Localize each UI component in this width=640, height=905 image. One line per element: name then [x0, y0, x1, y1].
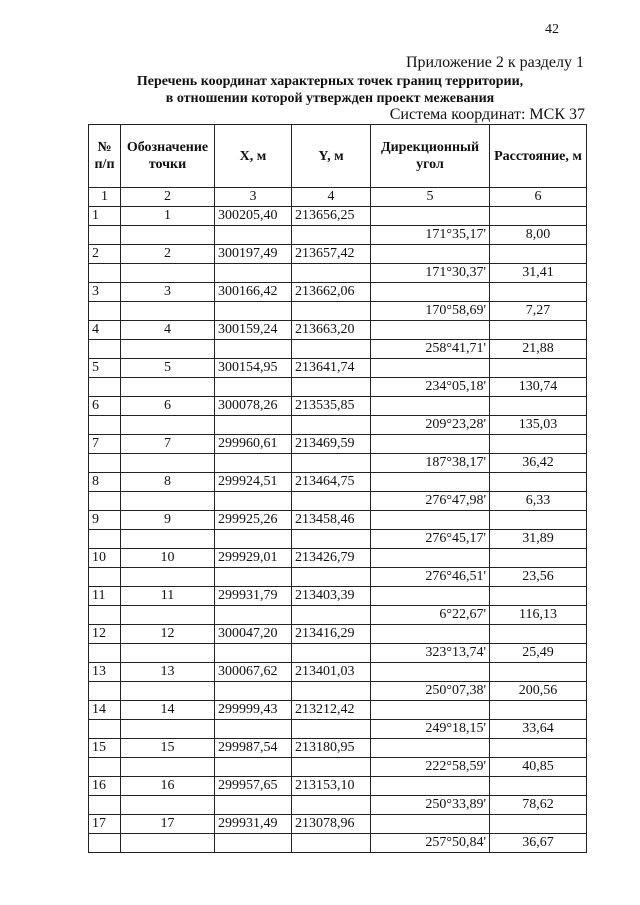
direction-angle-cell: 323°13,74': [371, 644, 490, 663]
coordinates-table: [88, 124, 587, 853]
distance-cell: 36,67: [490, 834, 587, 853]
table-row: [89, 226, 587, 245]
point-name-cell: 5: [121, 359, 215, 378]
row-number-cell: [89, 834, 121, 853]
point-name-cell: [121, 416, 215, 435]
point-name-cell: 14: [121, 701, 215, 720]
distance-cell: 33,64: [490, 720, 587, 739]
row-number-cell: [89, 340, 121, 359]
direction-angle-cell: [371, 663, 490, 682]
table-body: [89, 207, 587, 853]
x-coordinate-cell: [215, 416, 292, 435]
y-coordinate-cell: 213180,95: [292, 739, 371, 758]
point-name-cell: [121, 530, 215, 549]
row-number-cell: 9: [89, 511, 121, 530]
distance-cell: 7,27: [490, 302, 587, 321]
row-number-cell: 8: [89, 473, 121, 492]
direction-angle-cell: 171°30,37': [371, 264, 490, 283]
row-number-cell: 1: [89, 207, 121, 226]
point-name-cell: 3: [121, 283, 215, 302]
point-name-cell: [121, 606, 215, 625]
row-number-cell: [89, 606, 121, 625]
point-name-cell: 11: [121, 587, 215, 606]
x-coordinate-cell: 300067,62: [215, 663, 292, 682]
x-coordinate-cell: 299960,61: [215, 435, 292, 454]
table-row: [89, 283, 587, 302]
title-line-2: в отношении которой утвержден проект межевания: [165, 91, 495, 106]
table-row: [89, 302, 587, 321]
row-number-cell: [89, 378, 121, 397]
x-coordinate-cell: 300159,24: [215, 321, 292, 340]
point-name-cell: 6: [121, 397, 215, 416]
table-row: [89, 587, 587, 606]
direction-angle-cell: 276°46,51': [371, 568, 490, 587]
direction-angle-cell: 6°22,67': [371, 606, 490, 625]
row-number-cell: 10: [89, 549, 121, 568]
point-name-cell: [121, 720, 215, 739]
table-row: [89, 511, 587, 530]
y-coordinate-cell: 213469,59: [292, 435, 371, 454]
header-distance: Расстояние, м: [490, 125, 587, 188]
distance-cell: 21,88: [490, 340, 587, 359]
direction-angle-cell: [371, 815, 490, 834]
y-coordinate-cell: 213657,42: [292, 245, 371, 264]
y-coordinate-cell: [292, 834, 371, 853]
x-coordinate-cell: [215, 492, 292, 511]
point-name-cell: 1: [121, 207, 215, 226]
direction-angle-cell: [371, 283, 490, 302]
distance-cell: [490, 435, 587, 454]
x-coordinate-cell: 300078,26: [215, 397, 292, 416]
page-number: 42: [545, 22, 559, 37]
row-number-cell: [89, 568, 121, 587]
x-coordinate-cell: [215, 682, 292, 701]
y-coordinate-cell: [292, 530, 371, 549]
header-angle: Дирекционный угол: [371, 125, 490, 188]
table-row: [89, 359, 587, 378]
x-coordinate-cell: [215, 378, 292, 397]
column-number: 1: [89, 188, 121, 207]
point-name-cell: [121, 834, 215, 853]
distance-cell: 130,74: [490, 378, 587, 397]
y-coordinate-cell: 213426,79: [292, 549, 371, 568]
y-coordinate-cell: 213662,06: [292, 283, 371, 302]
point-name-cell: [121, 796, 215, 815]
y-coordinate-cell: [292, 416, 371, 435]
y-coordinate-cell: [292, 606, 371, 625]
direction-angle-cell: 249°18,15': [371, 720, 490, 739]
y-coordinate-cell: 213641,74: [292, 359, 371, 378]
distance-cell: [490, 207, 587, 226]
table-header-row: [89, 125, 587, 188]
distance-cell: [490, 245, 587, 264]
table-row: [89, 397, 587, 416]
row-number-cell: [89, 416, 121, 435]
distance-cell: 8,00: [490, 226, 587, 245]
point-name-cell: 17: [121, 815, 215, 834]
row-number-cell: [89, 492, 121, 511]
direction-angle-cell: [371, 549, 490, 568]
direction-angle-cell: [371, 359, 490, 378]
direction-angle-cell: [371, 473, 490, 492]
table-row: [89, 378, 587, 397]
x-coordinate-cell: 300047,20: [215, 625, 292, 644]
x-coordinate-cell: 300197,49: [215, 245, 292, 264]
x-coordinate-cell: 299929,01: [215, 549, 292, 568]
distance-cell: 78,62: [490, 796, 587, 815]
table-row: [89, 682, 587, 701]
title-line-1: Перечень координат характерных точек границ территории,: [136, 74, 524, 89]
row-number-cell: 7: [89, 435, 121, 454]
row-number-cell: 4: [89, 321, 121, 340]
x-coordinate-cell: [215, 454, 292, 473]
row-number-cell: [89, 796, 121, 815]
point-name-cell: 16: [121, 777, 215, 796]
table-row: [89, 739, 587, 758]
point-name-cell: [121, 644, 215, 663]
direction-angle-cell: [371, 625, 490, 644]
document-title: [90, 73, 570, 107]
direction-angle-cell: [371, 435, 490, 454]
row-number-cell: [89, 758, 121, 777]
direction-angle-cell: [371, 245, 490, 264]
y-coordinate-cell: [292, 568, 371, 587]
x-coordinate-cell: [215, 302, 292, 321]
row-number-cell: [89, 682, 121, 701]
y-coordinate-cell: 213458,46: [292, 511, 371, 530]
y-coordinate-cell: 213656,25: [292, 207, 371, 226]
x-coordinate-cell: 300154,95: [215, 359, 292, 378]
row-number-cell: [89, 720, 121, 739]
point-name-cell: [121, 302, 215, 321]
point-name-cell: [121, 378, 215, 397]
table-row: [89, 815, 587, 834]
y-coordinate-cell: [292, 302, 371, 321]
y-coordinate-cell: [292, 796, 371, 815]
y-coordinate-cell: [292, 682, 371, 701]
distance-cell: 31,41: [490, 264, 587, 283]
row-number-cell: 3: [89, 283, 121, 302]
coordinate-system-label: Система координат: МСК 37: [389, 106, 585, 123]
direction-angle-cell: [371, 587, 490, 606]
x-coordinate-cell: [215, 226, 292, 245]
distance-cell: 116,13: [490, 606, 587, 625]
x-coordinate-cell: 300205,40: [215, 207, 292, 226]
table-row: [89, 758, 587, 777]
x-coordinate-cell: [215, 530, 292, 549]
y-coordinate-cell: 213212,42: [292, 701, 371, 720]
row-number-cell: [89, 530, 121, 549]
row-number-cell: 6: [89, 397, 121, 416]
direction-angle-cell: 171°35,17': [371, 226, 490, 245]
x-coordinate-cell: 299931,49: [215, 815, 292, 834]
table-row: [89, 321, 587, 340]
row-number-cell: [89, 264, 121, 283]
row-number-cell: 16: [89, 777, 121, 796]
direction-angle-cell: 258°41,71': [371, 340, 490, 359]
distance-cell: [490, 511, 587, 530]
table-row: [89, 777, 587, 796]
distance-cell: [490, 815, 587, 834]
row-number-cell: 14: [89, 701, 121, 720]
x-coordinate-cell: [215, 644, 292, 663]
header-y: Y, м: [292, 125, 371, 188]
row-number-cell: 11: [89, 587, 121, 606]
distance-cell: [490, 549, 587, 568]
x-coordinate-cell: 299924,51: [215, 473, 292, 492]
row-number-cell: [89, 454, 121, 473]
column-number: 4: [292, 188, 371, 207]
point-name-cell: 9: [121, 511, 215, 530]
y-coordinate-cell: 213464,75: [292, 473, 371, 492]
x-coordinate-cell: 299957,65: [215, 777, 292, 796]
direction-angle-cell: 250°33,89': [371, 796, 490, 815]
table-row: [89, 663, 587, 682]
table-row: [89, 416, 587, 435]
x-coordinate-cell: [215, 758, 292, 777]
distance-cell: [490, 321, 587, 340]
y-coordinate-cell: [292, 720, 371, 739]
distance-cell: 25,49: [490, 644, 587, 663]
point-name-cell: 4: [121, 321, 215, 340]
distance-cell: [490, 359, 587, 378]
x-coordinate-cell: 299925,26: [215, 511, 292, 530]
point-name-cell: [121, 454, 215, 473]
direction-angle-cell: 276°45,17': [371, 530, 490, 549]
point-name-cell: [121, 492, 215, 511]
y-coordinate-cell: 213663,20: [292, 321, 371, 340]
distance-cell: 135,03: [490, 416, 587, 435]
y-coordinate-cell: [292, 378, 371, 397]
distance-cell: 36,42: [490, 454, 587, 473]
direction-angle-cell: [371, 701, 490, 720]
direction-angle-cell: [371, 397, 490, 416]
x-coordinate-cell: [215, 796, 292, 815]
x-coordinate-cell: 299987,54: [215, 739, 292, 758]
y-coordinate-cell: 213535,85: [292, 397, 371, 416]
direction-angle-cell: 209°23,28': [371, 416, 490, 435]
distance-cell: [490, 777, 587, 796]
column-number: 3: [215, 188, 292, 207]
table-row: [89, 435, 587, 454]
y-coordinate-cell: [292, 264, 371, 283]
y-coordinate-cell: 213153,10: [292, 777, 371, 796]
table-row: [89, 606, 587, 625]
y-coordinate-cell: 213401,03: [292, 663, 371, 682]
x-coordinate-cell: 299931,79: [215, 587, 292, 606]
table-row: [89, 701, 587, 720]
x-coordinate-cell: [215, 606, 292, 625]
distance-cell: [490, 397, 587, 416]
point-name-cell: [121, 682, 215, 701]
x-coordinate-cell: 300166,42: [215, 283, 292, 302]
table-row: [89, 834, 587, 853]
row-number-cell: 2: [89, 245, 121, 264]
distance-cell: 6,33: [490, 492, 587, 511]
table-row: [89, 492, 587, 511]
column-number: 5: [371, 188, 490, 207]
point-name-cell: 13: [121, 663, 215, 682]
row-number-cell: [89, 302, 121, 321]
x-coordinate-cell: 299999,43: [215, 701, 292, 720]
point-name-cell: [121, 568, 215, 587]
row-number-cell: [89, 644, 121, 663]
appendix-label: Приложение 2 к разделу 1: [405, 54, 584, 71]
table-row: [89, 473, 587, 492]
x-coordinate-cell: [215, 340, 292, 359]
direction-angle-cell: 234°05,18': [371, 378, 490, 397]
point-name-cell: [121, 226, 215, 245]
table-row: [89, 549, 587, 568]
y-coordinate-cell: [292, 454, 371, 473]
y-coordinate-cell: [292, 226, 371, 245]
direction-angle-cell: [371, 207, 490, 226]
distance-cell: [490, 739, 587, 758]
table-row: [89, 340, 587, 359]
distance-cell: [490, 701, 587, 720]
y-coordinate-cell: [292, 758, 371, 777]
column-number: 2: [121, 188, 215, 207]
table-row: [89, 625, 587, 644]
row-number-cell: 12: [89, 625, 121, 644]
row-number-cell: 5: [89, 359, 121, 378]
direction-angle-cell: 222°58,59': [371, 758, 490, 777]
distance-cell: 40,85: [490, 758, 587, 777]
y-coordinate-cell: 213416,29: [292, 625, 371, 644]
distance-cell: 200,56: [490, 682, 587, 701]
column-number-row: [89, 188, 587, 207]
x-coordinate-cell: [215, 834, 292, 853]
direction-angle-cell: 170°58,69': [371, 302, 490, 321]
point-name-cell: 8: [121, 473, 215, 492]
distance-cell: 23,56: [490, 568, 587, 587]
table-row: [89, 720, 587, 739]
direction-angle-cell: [371, 739, 490, 758]
direction-angle-cell: 187°38,17': [371, 454, 490, 473]
header-x: X, м: [215, 125, 292, 188]
y-coordinate-cell: 213078,96: [292, 815, 371, 834]
point-name-cell: [121, 340, 215, 359]
row-number-cell: 17: [89, 815, 121, 834]
y-coordinate-cell: [292, 492, 371, 511]
distance-cell: [490, 283, 587, 302]
row-number-cell: 15: [89, 739, 121, 758]
point-name-cell: 15: [121, 739, 215, 758]
table-row: [89, 644, 587, 663]
table-row: [89, 530, 587, 549]
point-name-cell: 7: [121, 435, 215, 454]
point-name-cell: 2: [121, 245, 215, 264]
column-number: 6: [490, 188, 587, 207]
point-name-cell: 12: [121, 625, 215, 644]
direction-angle-cell: [371, 777, 490, 796]
direction-angle-cell: [371, 511, 490, 530]
table-row: [89, 264, 587, 283]
row-number-cell: [89, 226, 121, 245]
y-coordinate-cell: [292, 644, 371, 663]
distance-cell: 31,89: [490, 530, 587, 549]
direction-angle-cell: [371, 321, 490, 340]
x-coordinate-cell: [215, 720, 292, 739]
row-number-cell: 13: [89, 663, 121, 682]
x-coordinate-cell: [215, 568, 292, 587]
table-row: [89, 207, 587, 226]
distance-cell: [490, 663, 587, 682]
table-row: [89, 245, 587, 264]
table-row: [89, 568, 587, 587]
y-coordinate-cell: 213403,39: [292, 587, 371, 606]
header-num: № п/п: [89, 125, 121, 188]
distance-cell: [490, 587, 587, 606]
header-point-name: Обозначение точки: [121, 125, 215, 188]
distance-cell: [490, 625, 587, 644]
table-row: [89, 796, 587, 815]
y-coordinate-cell: [292, 340, 371, 359]
table-row: [89, 454, 587, 473]
direction-angle-cell: 276°47,98': [371, 492, 490, 511]
direction-angle-cell: 250°07,38': [371, 682, 490, 701]
point-name-cell: 10: [121, 549, 215, 568]
point-name-cell: [121, 758, 215, 777]
point-name-cell: [121, 264, 215, 283]
x-coordinate-cell: [215, 264, 292, 283]
distance-cell: [490, 473, 587, 492]
direction-angle-cell: 257°50,84': [371, 834, 490, 853]
